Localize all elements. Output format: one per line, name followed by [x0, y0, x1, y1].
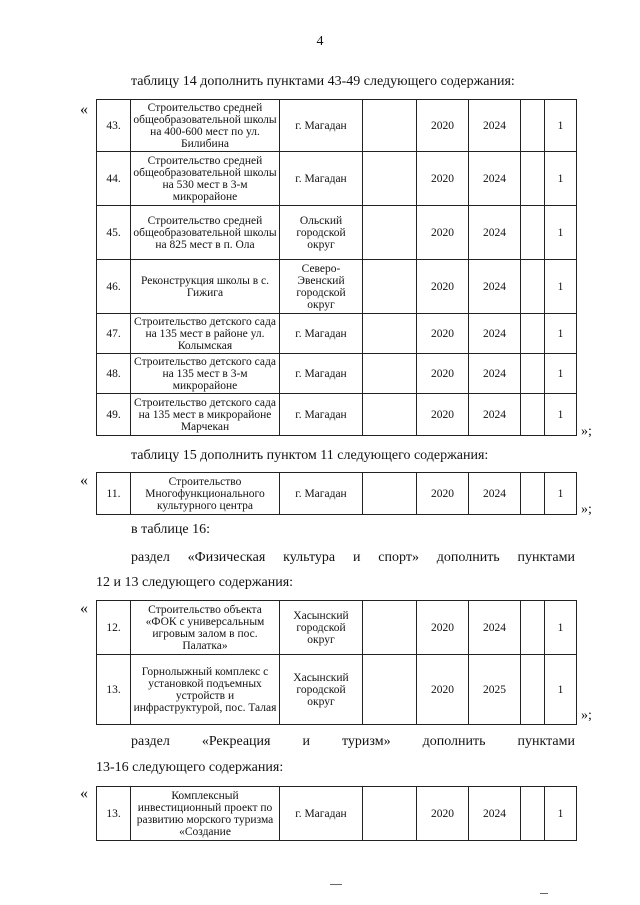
- count: 1: [545, 314, 577, 354]
- object-name: Строительство средней общеобразовательной школы на 530 мест в 3-м микрорайоне: [131, 152, 280, 206]
- location: г. Магадан: [280, 354, 363, 394]
- close-quote: »;: [581, 424, 592, 439]
- end-year: 2024: [469, 354, 521, 394]
- empty-cell: [521, 152, 545, 206]
- start-year: 2020: [417, 787, 469, 841]
- empty-cell: [363, 473, 417, 515]
- row-number: 48.: [97, 354, 131, 394]
- empty-cell: [363, 206, 417, 260]
- end-year: 2025: [469, 655, 521, 725]
- open-quote: «: [80, 101, 88, 118]
- end-year: 2024: [469, 314, 521, 354]
- empty-cell: [363, 655, 417, 725]
- count: 1: [545, 206, 577, 260]
- object-name: Строительство средней общеобразовательной школы на 400-600 мест по ул. Билибина: [131, 100, 280, 152]
- row-number: 13.: [97, 787, 131, 841]
- intro-table-15: таблицу 15 дополнить пунктом 11 следующего содержания:: [131, 448, 489, 463]
- count: 1: [545, 473, 577, 515]
- start-year: 2020: [417, 473, 469, 515]
- row-number: 12.: [97, 601, 131, 655]
- table-14-rows: [96, 99, 577, 436]
- page-number: 4: [316, 34, 324, 49]
- table-row: [97, 100, 577, 152]
- end-year: 2024: [469, 601, 521, 655]
- empty-cell: [521, 787, 545, 841]
- object-name: Строительство Многофункционального культурного центра: [131, 473, 280, 515]
- intro-tourism-line2: 13-16 следующего содержания:: [96, 760, 284, 775]
- empty-cell: [521, 260, 545, 314]
- empty-cell: [363, 354, 417, 394]
- object-name: Строительство объекта «ФОК с универсальным игровым залом в пос. Палатка»: [131, 601, 280, 655]
- open-quote: «: [80, 472, 88, 489]
- row-number: 44.: [97, 152, 131, 206]
- intro-word: дополнить: [422, 734, 486, 749]
- location: Хасынский городской округ: [280, 601, 363, 655]
- location: г. Магадан: [280, 473, 363, 515]
- count: 1: [545, 260, 577, 314]
- intro-sport-line1: раздел «Физическая культура и спорт» дополнить пунктами: [131, 550, 575, 565]
- table-row: [97, 787, 577, 841]
- location: Северо-Эвенский городской округ: [280, 260, 363, 314]
- table-15-rows: [96, 472, 577, 515]
- start-year: 2020: [417, 206, 469, 260]
- empty-cell: [521, 473, 545, 515]
- table-16-tourism-rows: [96, 786, 577, 841]
- object-name: Строительство детского сада на 135 мест в районе ул. Колымская: [131, 314, 280, 354]
- end-year: 2024: [469, 206, 521, 260]
- empty-cell: [363, 601, 417, 655]
- empty-cell: [521, 100, 545, 152]
- empty-cell: [363, 394, 417, 436]
- count: 1: [545, 152, 577, 206]
- location: г. Магадан: [280, 787, 363, 841]
- empty-cell: [521, 314, 545, 354]
- start-year: 2020: [417, 655, 469, 725]
- intro-table-14: таблицу 14 дополнить пунктами 43-49 следующего содержания:: [131, 74, 515, 89]
- table-row: [97, 354, 577, 394]
- object-name: Строительство детского сада на 135 мест в микрорайоне Марчекан: [131, 394, 280, 436]
- row-number: 49.: [97, 394, 131, 436]
- scan-artifact: [540, 893, 548, 894]
- table-row: [97, 473, 577, 515]
- table-row: [97, 655, 577, 725]
- empty-cell: [521, 601, 545, 655]
- count: 1: [545, 655, 577, 725]
- end-year: 2024: [469, 260, 521, 314]
- end-year: 2024: [469, 152, 521, 206]
- intro-word: туризм»: [341, 734, 391, 749]
- intro-word: и: [302, 734, 310, 749]
- location: Хасынский городской округ: [280, 655, 363, 725]
- open-quote: «: [80, 600, 88, 617]
- intro-word: раздел: [131, 734, 170, 749]
- empty-cell: [363, 314, 417, 354]
- end-year: 2024: [469, 100, 521, 152]
- count: 1: [545, 100, 577, 152]
- object-name: Реконструкция школы в с. Гижига: [131, 260, 280, 314]
- intro-table-16: в таблице 16:: [131, 522, 210, 537]
- row-number: 47.: [97, 314, 131, 354]
- row-number: 46.: [97, 260, 131, 314]
- row-number: 45.: [97, 206, 131, 260]
- start-year: 2020: [417, 260, 469, 314]
- intro-word: «Рекреация: [201, 734, 271, 749]
- location: г. Магадан: [280, 394, 363, 436]
- table-row: [97, 601, 577, 655]
- empty-cell: [521, 655, 545, 725]
- empty-cell: [363, 100, 417, 152]
- location: Ольский городской округ: [280, 206, 363, 260]
- start-year: 2020: [417, 601, 469, 655]
- object-name: Комплексный инвестиционный проект по развитию морского туризма «Создание: [131, 787, 280, 841]
- start-year: 2020: [417, 314, 469, 354]
- start-year: 2020: [417, 354, 469, 394]
- start-year: 2020: [417, 394, 469, 436]
- end-year: 2024: [469, 394, 521, 436]
- intro-sport-line2: 12 и 13 следующего содержания:: [96, 575, 294, 590]
- row-number: 11.: [97, 473, 131, 515]
- table-row: [97, 152, 577, 206]
- start-year: 2020: [417, 152, 469, 206]
- close-quote: »;: [581, 502, 592, 517]
- intro-word: пунктами: [517, 734, 575, 749]
- row-number: 43.: [97, 100, 131, 152]
- end-year: 2024: [469, 473, 521, 515]
- open-quote: «: [80, 785, 88, 802]
- row-number: 13.: [97, 655, 131, 725]
- count: 1: [545, 787, 577, 841]
- table-row: [97, 394, 577, 436]
- object-name: Строительство средней общеобразовательной школы на 825 мест в п. Ола: [131, 206, 280, 260]
- table-row: [97, 260, 577, 314]
- location: г. Магадан: [280, 152, 363, 206]
- close-quote: »;: [581, 708, 592, 723]
- count: 1: [545, 354, 577, 394]
- object-name: Горнолыжный комплекс с установкой подъемных устройств и инфраструктурой, пос. Талая: [131, 655, 280, 725]
- scan-artifact: [330, 884, 342, 885]
- empty-cell: [363, 152, 417, 206]
- count: 1: [545, 601, 577, 655]
- end-year: 2024: [469, 787, 521, 841]
- intro-tourism-line1: [131, 734, 575, 750]
- empty-cell: [521, 394, 545, 436]
- count: 1: [545, 394, 577, 436]
- start-year: 2020: [417, 100, 469, 152]
- empty-cell: [521, 354, 545, 394]
- object-name: Строительство детского сада на 135 мест в 3-м микрорайоне: [131, 354, 280, 394]
- empty-cell: [363, 260, 417, 314]
- table-16-sport-rows: [96, 600, 577, 725]
- empty-cell: [521, 206, 545, 260]
- empty-cell: [363, 787, 417, 841]
- table-row: [97, 206, 577, 260]
- location: г. Магадан: [280, 100, 363, 152]
- table-row: [97, 314, 577, 354]
- location: г. Магадан: [280, 314, 363, 354]
